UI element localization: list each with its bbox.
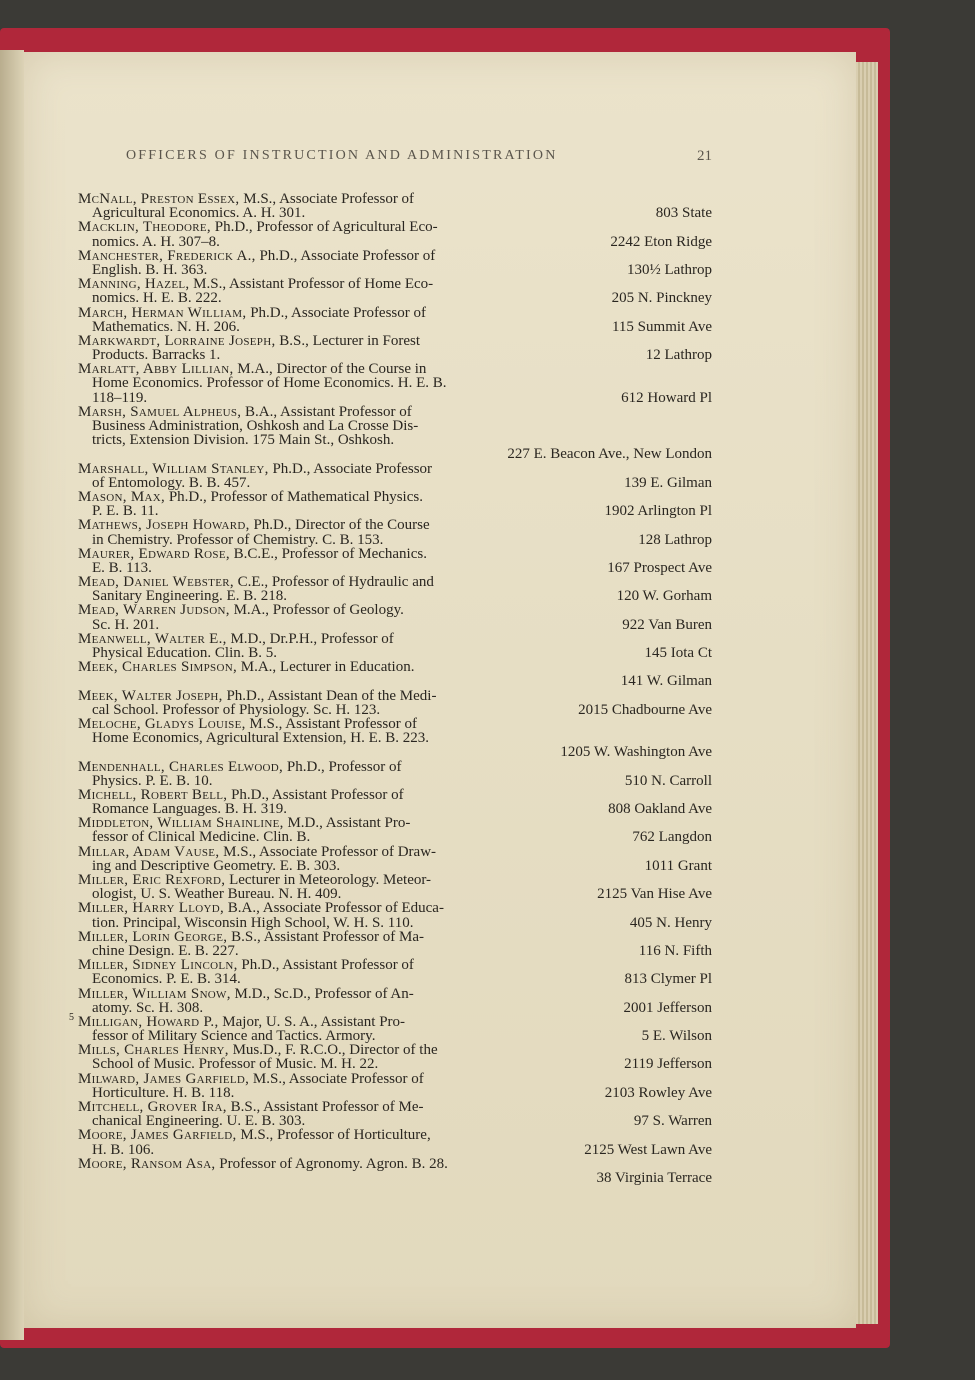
entry-line [78,1043,712,1057]
page-number: 21 [697,148,712,164]
entry-name: Mendenhall, Charles Elwood, [78,759,284,774]
entry-address: 12 Lathrop [645,347,712,364]
entry-line [78,1057,712,1071]
running-head-title: OFFICERS OF INSTRUCTION AND ADMINISTRATION [126,148,558,163]
entry-text: M.A., Director of the Course in [237,362,427,377]
entry-text: Home Economics, Agricultural Extension, H. E. B. 223. [92,731,430,746]
entry-text: Physics. P. E. B. 10. [92,773,213,788]
entry-text: M.S., Assistant Professor of [249,716,417,732]
entry-text: Physical Education. Clin. B. 5. [92,646,277,661]
entry-line [78,689,712,703]
entry-address: 612 Howard Pl [621,389,712,406]
entry-line [78,348,712,362]
entry-name: Miller, William Snow, [78,986,231,1001]
entry-name: Miller, Sidney Lincoln, [78,958,238,973]
entry-line [78,1072,712,1086]
entry-text: Ph.D., Associate Professor of [250,305,427,320]
entry-text: cal School. Professor of Physiology. Sc. H. 123. [92,702,381,717]
entry-text: B.S., Lecturer in Forest [279,333,421,349]
entry-name: Moore, Ransom Asa, [78,1156,216,1171]
entry-line [78,334,712,348]
directory-entry [78,788,712,816]
entry-line [78,618,712,632]
entry-text: Professor of Agronomy. Agron. B. 28. [219,1156,448,1171]
entry-line [78,987,712,1001]
entry-text: M.A., Professor of Geology. [233,603,404,618]
entry-line [78,192,712,206]
entry-text: E. B. 113. [92,560,152,576]
entry-line [78,859,712,873]
entry-line [78,1157,712,1171]
entry-line [78,1128,712,1142]
entry-text: Ph.D., Associate Professor of [259,248,436,263]
entry-name: Mason, Max, [78,489,166,505]
directory-entry [78,405,712,462]
entry-text: Economics. P. E. B. 314. [92,972,241,987]
entry-line [78,476,712,490]
entry-address: 120 W. Gorham [616,588,712,605]
entry-line [78,1114,712,1128]
directory-entry [78,632,712,660]
entry-text: nomics. A. H. 307–8. [92,234,220,249]
directory-entry [78,220,712,248]
entry-line [78,405,712,419]
entry-line [78,263,712,277]
entry-address: 227 E. Beacon Ave., New London [507,446,712,463]
entry-text: Ph.D., Assistant Professor of [231,787,404,803]
entry-address: 762 Langdon [632,829,712,846]
directory-entry [78,760,712,788]
entry-line [78,1029,712,1043]
entry-text: of Entomology. B. B. 457. [92,475,251,490]
entry-text: atomy. Sc. H. 308. [92,1000,204,1015]
entry-line [78,930,712,944]
footnote-marker: 5 [69,1011,74,1023]
entry-text: B.C.E., Professor of Mechanics. [233,546,427,561]
entry-text: M.D., Dr.P.H., Professor of [230,631,394,646]
entry-line [78,419,712,433]
entry-line [78,462,712,476]
entry-line [78,845,712,859]
entry-line [78,916,712,930]
entry-address: 130½ Lathrop [627,261,712,278]
entry-address: 205 N. Pinckney [611,290,712,307]
entry-address: 2125 West Lawn Ave [584,1141,712,1158]
entry-address: 813 Clymer Pl [624,971,712,988]
directory-entry [69,1011,712,1045]
directory-entry [78,603,712,631]
directory-entry [78,575,712,603]
entry-line [78,632,712,646]
entry-text: Horticulture. H. B. 118. [92,1085,235,1100]
entry-text: M.S., Professor of Horticulture, [240,1128,431,1143]
entry-name: Miller, Eric Rexford, [78,873,226,888]
directory-entry [78,689,712,717]
entry-text: C.E., Professor of Hydraulic and [237,575,434,590]
entry-name: Mead, Warren Judson, [78,603,230,618]
entry-text: M.S., Associate Professor of Draw- [223,844,437,859]
entry-text: ing and Descriptive Geometry. E. B. 303. [92,858,341,873]
entry-text: nomics. H. E. B. 222. [92,291,222,306]
entry-text: Sc. H. 201. [92,617,160,632]
entry-line [78,816,712,830]
entry-text: Agricultural Economics. A. H. 301. [92,206,306,221]
entry-line [78,533,712,547]
entry-line [78,220,712,234]
entry-address: 405 N. Henry [629,914,712,931]
entry-text: English. B. H. 363. [92,262,208,278]
directory-entry [78,987,712,1015]
entry-name: Macklin, Theodore, [78,220,211,235]
directory-entry [78,192,712,220]
directory-entry [78,1043,712,1071]
entry-line [78,249,712,263]
directory-entry [78,334,712,362]
entry-text: tricts, Extension Division. 175 Main St., Oshkosh. [92,433,395,448]
directory-entry [78,249,712,277]
entry-text: M.A., Lecturer in Education. [240,660,415,675]
entry-line [78,731,712,745]
directory-entry [78,845,712,873]
entry-address: 141 W. Gilman [620,673,712,690]
entry-text: Romance Languages. B. H. 319. [92,802,287,817]
entry-text: Home Economics. Professor of Home Economics. H. E. B. [92,376,447,391]
entry-name: Middleton, William Shainline, [78,816,284,831]
entry-name: Mead, Daniel Webster, [78,575,234,590]
entry-address: 115 Summit Ave [611,318,712,335]
entry-address: 510 N. Carroll [624,772,712,789]
entry-line [78,362,712,376]
directory-entry [78,660,712,688]
entry-text: Ph.D., Associate Professor [272,461,433,476]
directory-entry [78,1072,712,1100]
entry-line [78,1015,712,1029]
entry-address: 128 Lathrop [638,531,712,548]
entry-name: Markwardt, Lorraine Joseph, [78,333,276,349]
entry-line [78,518,712,532]
entry-name: Marsh, Samuel Alpheus, [78,404,242,419]
directory-entry [78,306,712,334]
entry-line [78,901,712,915]
entry-line [78,1100,712,1114]
entry-name: Moore, James Garfield, [78,1128,237,1143]
entry-line [78,972,712,986]
entry-address: 1011 Grant [644,857,712,874]
entry-text: B.A., Associate Professor of Educa- [227,901,444,916]
directory-entry [78,462,712,490]
entry-text: B.A., Assistant Professor of [245,404,412,419]
entry-text: Business Administration, Oshkosh and La Crosse Dis- [92,419,419,434]
entry-line [78,774,712,788]
entry-line [78,1001,712,1015]
entry-name: Miller, Harry Lloyd, [78,901,224,916]
entry-line [78,958,712,972]
entry-line [78,306,712,320]
entry-name: Manning, Hazel, [78,277,190,292]
entry-text: Ph.D., Professor of [286,759,402,774]
entry-text: Ph.D., Professor of Mathematical Physics. [168,489,423,505]
entry-text: M.D., Assistant Pro- [287,816,411,831]
directory-entry [78,717,712,760]
directory-entry [78,1157,712,1185]
entry-line [78,433,712,447]
entry-line [78,575,712,589]
entry-text: tion. Principal, Wisconsin High School, W. H. S. 110. [92,915,414,930]
entry-line [78,391,712,405]
directory-entry [78,362,712,405]
entry-line [78,674,712,688]
directory-entry [78,901,712,929]
entry-text: Major, U. S. A., Assistant Pro- [222,1014,406,1030]
entry-line [78,490,712,504]
entry-line [78,760,712,774]
entry-name: Mills, Charles Henry, [78,1043,229,1058]
directory-entry [78,277,712,305]
entry-address: 139 E. Gilman [624,474,712,491]
entry-text: chanical Engineering. U. E. B. 303. [92,1114,306,1129]
entry-text: 118–119. [92,390,148,405]
entry-line [78,603,712,617]
entry-address: 2103 Rowley Ave [604,1084,712,1101]
entry-name: Meloche, Gladys Louise, [78,716,246,732]
entry-name: Mitchell, Grover Ira, [78,1100,227,1115]
entry-name: Mathews, Joseph Howard, [78,518,250,533]
entry-address: 2001 Jefferson [623,999,712,1016]
entry-name: Marlatt, Abby Lillian, [78,362,234,377]
entry-text: M.S., Assistant Professor of Home Eco- [193,277,434,292]
entry-line [78,830,712,844]
directory-entry [78,1128,712,1156]
entry-text: Ph.D., Assistant Dean of the Medi- [226,688,437,703]
entry-name: Milligan, Howard P., [78,1014,219,1030]
entry-text: H. B. 106. [92,1142,155,1157]
entry-text: Sanitary Engineering. E. B. 218. [92,589,287,604]
entry-text: ologist, U. S. Weather Bureau. N. H. 409. [92,887,342,902]
entry-address: 1205 W. Washington Ave [560,744,712,761]
entry-name: Meanwell, Walter E., [78,631,227,646]
entry-name: Miller, Lorin George, [78,929,228,944]
directory-entry [78,873,712,901]
entry-text: Products. Barracks 1. [92,348,221,363]
entry-name: Meek, Walter Joseph, [78,688,223,703]
entry-line [78,277,712,291]
entry-name: Michell, Robert Bell, [78,787,228,803]
entry-address: 38 Virginia Terrace [596,1169,712,1186]
entry-text: M.S., Associate Professor of [252,1071,424,1086]
entry-address: 97 S. Warren [633,1113,712,1130]
entry-line [78,376,712,390]
entry-name: March, Herman William, [78,305,247,320]
facing-page-edge [0,50,24,1340]
directory-entry [78,1100,712,1128]
entry-address: 2119 Jefferson [624,1056,712,1073]
entry-address: 167 Prospect Ave [607,559,712,576]
entry-text: Ph.D., Professor of Agricultural Eco- [214,220,438,235]
entry-name: Meek, Charles Simpson, [78,660,238,675]
entry-address: 5 E. Wilson [641,1028,712,1045]
entry-line [78,660,712,674]
entry-line [78,646,712,660]
entry-text: fessor of Military Science and Tactics. Armory. [92,1029,376,1044]
entry-text: Ph.D., Director of the Course [253,518,430,533]
entry-address: 808 Oakland Ave [608,801,712,818]
entry-line [78,944,712,958]
entry-address: 2125 Van Hise Ave [597,886,712,903]
entry-line [78,206,712,220]
running-head [126,148,712,170]
entry-text: M.S., Associate Professor of [243,192,415,207]
entry-address: 803 State [655,205,712,222]
entry-line [78,873,712,887]
entry-text: in Chemistry. Professor of Chemistry. C. B. 153. [92,532,384,547]
entry-text: Lecturer in Meteorology. Meteor- [229,873,432,888]
entry-text: P. E. B. 11. [92,504,159,519]
entry-name: Millar, Adam Vause, [78,844,220,859]
entry-text: chine Design. E. B. 227. [92,943,239,959]
entry-address: 1902 Arlington Pl [604,503,712,520]
entry-name: Maurer, Edward Rose, [78,546,230,561]
entry-text: Mathematics. N. H. 206. [92,319,240,334]
entry-text: School of Music. Professor of Music. M. H. 22. [92,1057,379,1072]
entry-line [78,788,712,802]
entry-text: B.S., Assistant Professor of Ma- [231,929,425,944]
directory-entry [78,930,712,958]
entry-name: Marshall, William Stanley, [78,461,269,476]
directory-list [69,192,712,1186]
entry-text: M.D., Sc.D., Professor of An- [234,986,414,1001]
entry-address: 2015 Chadbourne Ave [578,701,712,718]
directory-entry [78,518,712,546]
directory-entry [78,816,712,844]
entry-name: McNall, Preston Essex, [78,192,240,207]
entry-address: 145 Iota Ct [644,645,712,661]
directory-entry [78,547,712,575]
entry-text: Ph.D., Assistant Professor of [241,958,414,973]
entry-address: 2242 Eton Ridge [610,233,712,250]
entry-line [78,717,712,731]
entry-text: B.S., Assistant Professor of Me- [230,1100,424,1115]
entry-address: 922 Van Buren [622,616,712,633]
entry-text: Mus.D., F. R.C.O., Director of the [232,1043,438,1058]
entry-line [78,547,712,561]
directory-entry [78,958,712,986]
directory-entry [78,490,712,518]
entry-name: Milward, James Garfield, [78,1071,250,1086]
entry-address: 116 N. Fifth [638,942,712,959]
entry-name: Manchester, Frederick A., [78,248,256,263]
entry-text: fessor of Clinical Medicine. Clin. B. [92,830,311,845]
